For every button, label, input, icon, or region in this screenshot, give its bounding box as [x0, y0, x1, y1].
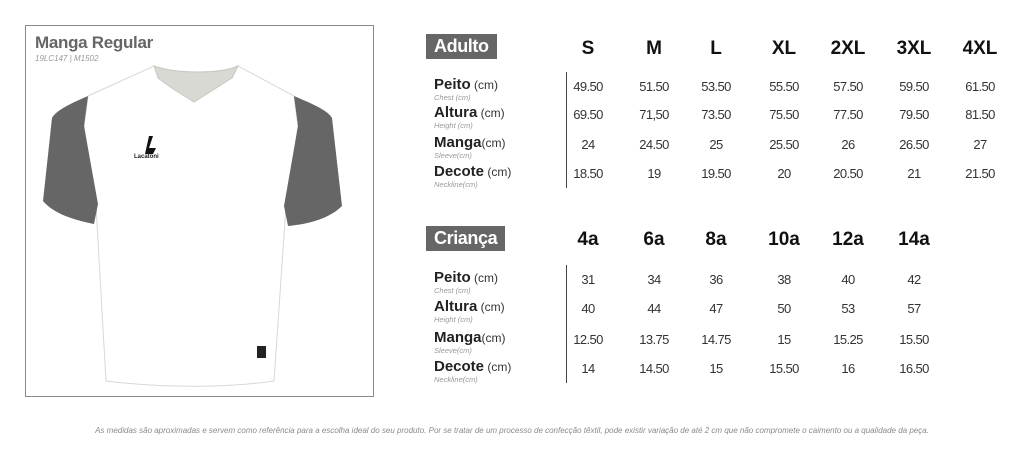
measure-unit: (cm): [484, 165, 512, 179]
child-row-label: [434, 298, 505, 324]
adult-measure-cell: 61.50: [965, 79, 995, 94]
shirt-tag: [257, 346, 266, 358]
adult-measure-cell: 77.50: [833, 107, 863, 122]
adult-size-header: 3XL: [896, 38, 932, 59]
adult-measure-cell: 25: [709, 137, 723, 152]
child-measure-cell: 53: [841, 301, 855, 316]
measure-name: Decote: [434, 358, 485, 375]
measure-unit: (cm): [470, 78, 499, 92]
shirt-body: [84, 66, 298, 386]
adult-measure-cell: 24.50: [639, 137, 669, 152]
measure-translation: Sleeve(cm): [434, 346, 472, 355]
child-measure-cell: 38: [777, 272, 791, 287]
child-size-header: 12a: [832, 229, 864, 250]
measure-translation: Neckline(cm): [434, 375, 478, 384]
adult-measure-cell: 79.50: [899, 107, 929, 122]
child-section-label: Criança: [426, 226, 505, 251]
measure-translation: Height (cm): [434, 315, 473, 324]
child-measure-cell: 15: [709, 361, 723, 376]
child-measure-cell: 14.50: [639, 361, 669, 376]
adult-measure-cell: 20: [777, 166, 791, 181]
adult-measure-cell: 53.50: [701, 79, 731, 94]
adult-measure-cell: 26: [841, 137, 855, 152]
adult-measure-cell: 25.50: [769, 137, 799, 152]
measure-unit: (cm): [477, 300, 505, 314]
adult-size-header: 2XL: [830, 38, 866, 59]
measure-unit: (cm): [484, 360, 512, 374]
child-measure-cell: 16: [841, 361, 855, 376]
adult-row-label: [434, 134, 506, 160]
child-size-header: 6a: [643, 229, 665, 250]
brand-name: Lacatoni: [134, 154, 159, 160]
child-measure-cell: 13.75: [639, 332, 669, 347]
adult-measure-cell: 27: [973, 137, 987, 152]
child-measure-cell: 12.50: [573, 332, 603, 347]
measure-translation: Chest (cm): [434, 93, 471, 102]
measure-name: Decote: [434, 163, 485, 180]
measure-translation: Height (cm): [434, 121, 473, 130]
adult-measure-cell: 75.50: [769, 107, 799, 122]
measure-unit: (cm): [470, 271, 499, 285]
adult-measure-cell: 73.50: [701, 107, 731, 122]
product-name: Manga Regular: [35, 33, 153, 52]
measure-name: Peito: [434, 269, 471, 286]
adult-measure-cell: 71,50: [639, 107, 669, 122]
child-measure-cell: 31: [581, 272, 595, 287]
footnote: As medidas são aproximadas e servem como referência para a escolha ideal do seu produto. Por se tratar de um processo de confecção têxtil, pode existir variação de até 2 cm que não compromete o caimento ou a qualidade da peça.: [95, 426, 929, 435]
adult-measure-cell: 49.50: [573, 79, 603, 94]
child-measure-cell: 57: [907, 301, 921, 316]
adult-row-label: [434, 76, 498, 102]
child-measure-cell: 40: [581, 301, 595, 316]
adult-row-label: [434, 163, 511, 189]
adult-measure-cell: 51.50: [639, 79, 669, 94]
adult-size-header: M: [646, 38, 662, 59]
adult-measure-cell: 24: [581, 137, 595, 152]
child-measure-cell: 15.25: [833, 332, 863, 347]
shirt-illustration: [26, 26, 375, 398]
measure-name: Manga: [434, 134, 482, 151]
adult-measure-cell: 59.50: [899, 79, 929, 94]
measure-translation: Chest (cm): [434, 286, 471, 295]
measure-name: Manga: [434, 329, 482, 346]
adult-row-label: [434, 104, 505, 130]
adult-measure-cell: 81.50: [965, 107, 995, 122]
adult-measure-cell: 18.50: [573, 166, 603, 181]
child-measure-cell: 40: [841, 272, 855, 287]
child-measure-cell: 36: [709, 272, 723, 287]
child-row-label: [434, 329, 506, 355]
measure-translation: Neckline(cm): [434, 180, 478, 189]
child-measure-cell: 15.50: [899, 332, 929, 347]
adult-measure-cell: 21.50: [965, 166, 995, 181]
adult-measure-cell: 19: [647, 166, 661, 181]
child-measure-cell: 14.75: [701, 332, 731, 347]
child-measure-cell: 34: [647, 272, 661, 287]
child-measure-cell: 15.50: [769, 361, 799, 376]
child-measure-cell: 42: [907, 272, 921, 287]
product-panel: [25, 25, 374, 397]
measure-name: Peito: [434, 76, 471, 93]
adult-measure-cell: 26.50: [899, 137, 929, 152]
adult-size-header: S: [581, 38, 595, 59]
adult-measure-cell: 19.50: [701, 166, 731, 181]
adult-measure-cell: 69.50: [573, 107, 603, 122]
adult-measure-cell: 21: [907, 166, 921, 181]
child-size-header: 8a: [705, 229, 727, 250]
child-size-header: 10a: [768, 229, 800, 250]
child-measure-cell: 44: [647, 301, 661, 316]
measure-name: Altura: [434, 298, 478, 315]
child-measure-cell: 50: [777, 301, 791, 316]
child-size-header: 14a: [898, 229, 930, 250]
child-measure-cell: 16.50: [899, 361, 929, 376]
measure-unit: (cm): [481, 136, 506, 150]
product-code: 19LC147 | M1502: [35, 54, 99, 63]
measure-unit: (cm): [481, 331, 506, 345]
adult-measure-cell: 55.50: [769, 79, 799, 94]
measure-unit: (cm): [477, 106, 505, 120]
child-measure-cell: 15: [777, 332, 791, 347]
adult-measure-cell: 20.50: [833, 166, 863, 181]
measure-translation: Sleeve(cm): [434, 151, 472, 160]
child-measure-cell: 14: [581, 361, 595, 376]
measure-name: Altura: [434, 104, 478, 121]
adult-size-header: 4XL: [962, 38, 998, 59]
adult-measure-cell: 57.50: [833, 79, 863, 94]
adult-size-header: L: [710, 38, 722, 59]
child-row-label: [434, 269, 498, 295]
child-size-header: 4a: [577, 229, 599, 250]
child-measure-cell: 47: [709, 301, 723, 316]
adult-section-label: Adulto: [426, 34, 497, 59]
adult-size-header: XL: [771, 38, 797, 59]
child-row-label: [434, 358, 511, 384]
